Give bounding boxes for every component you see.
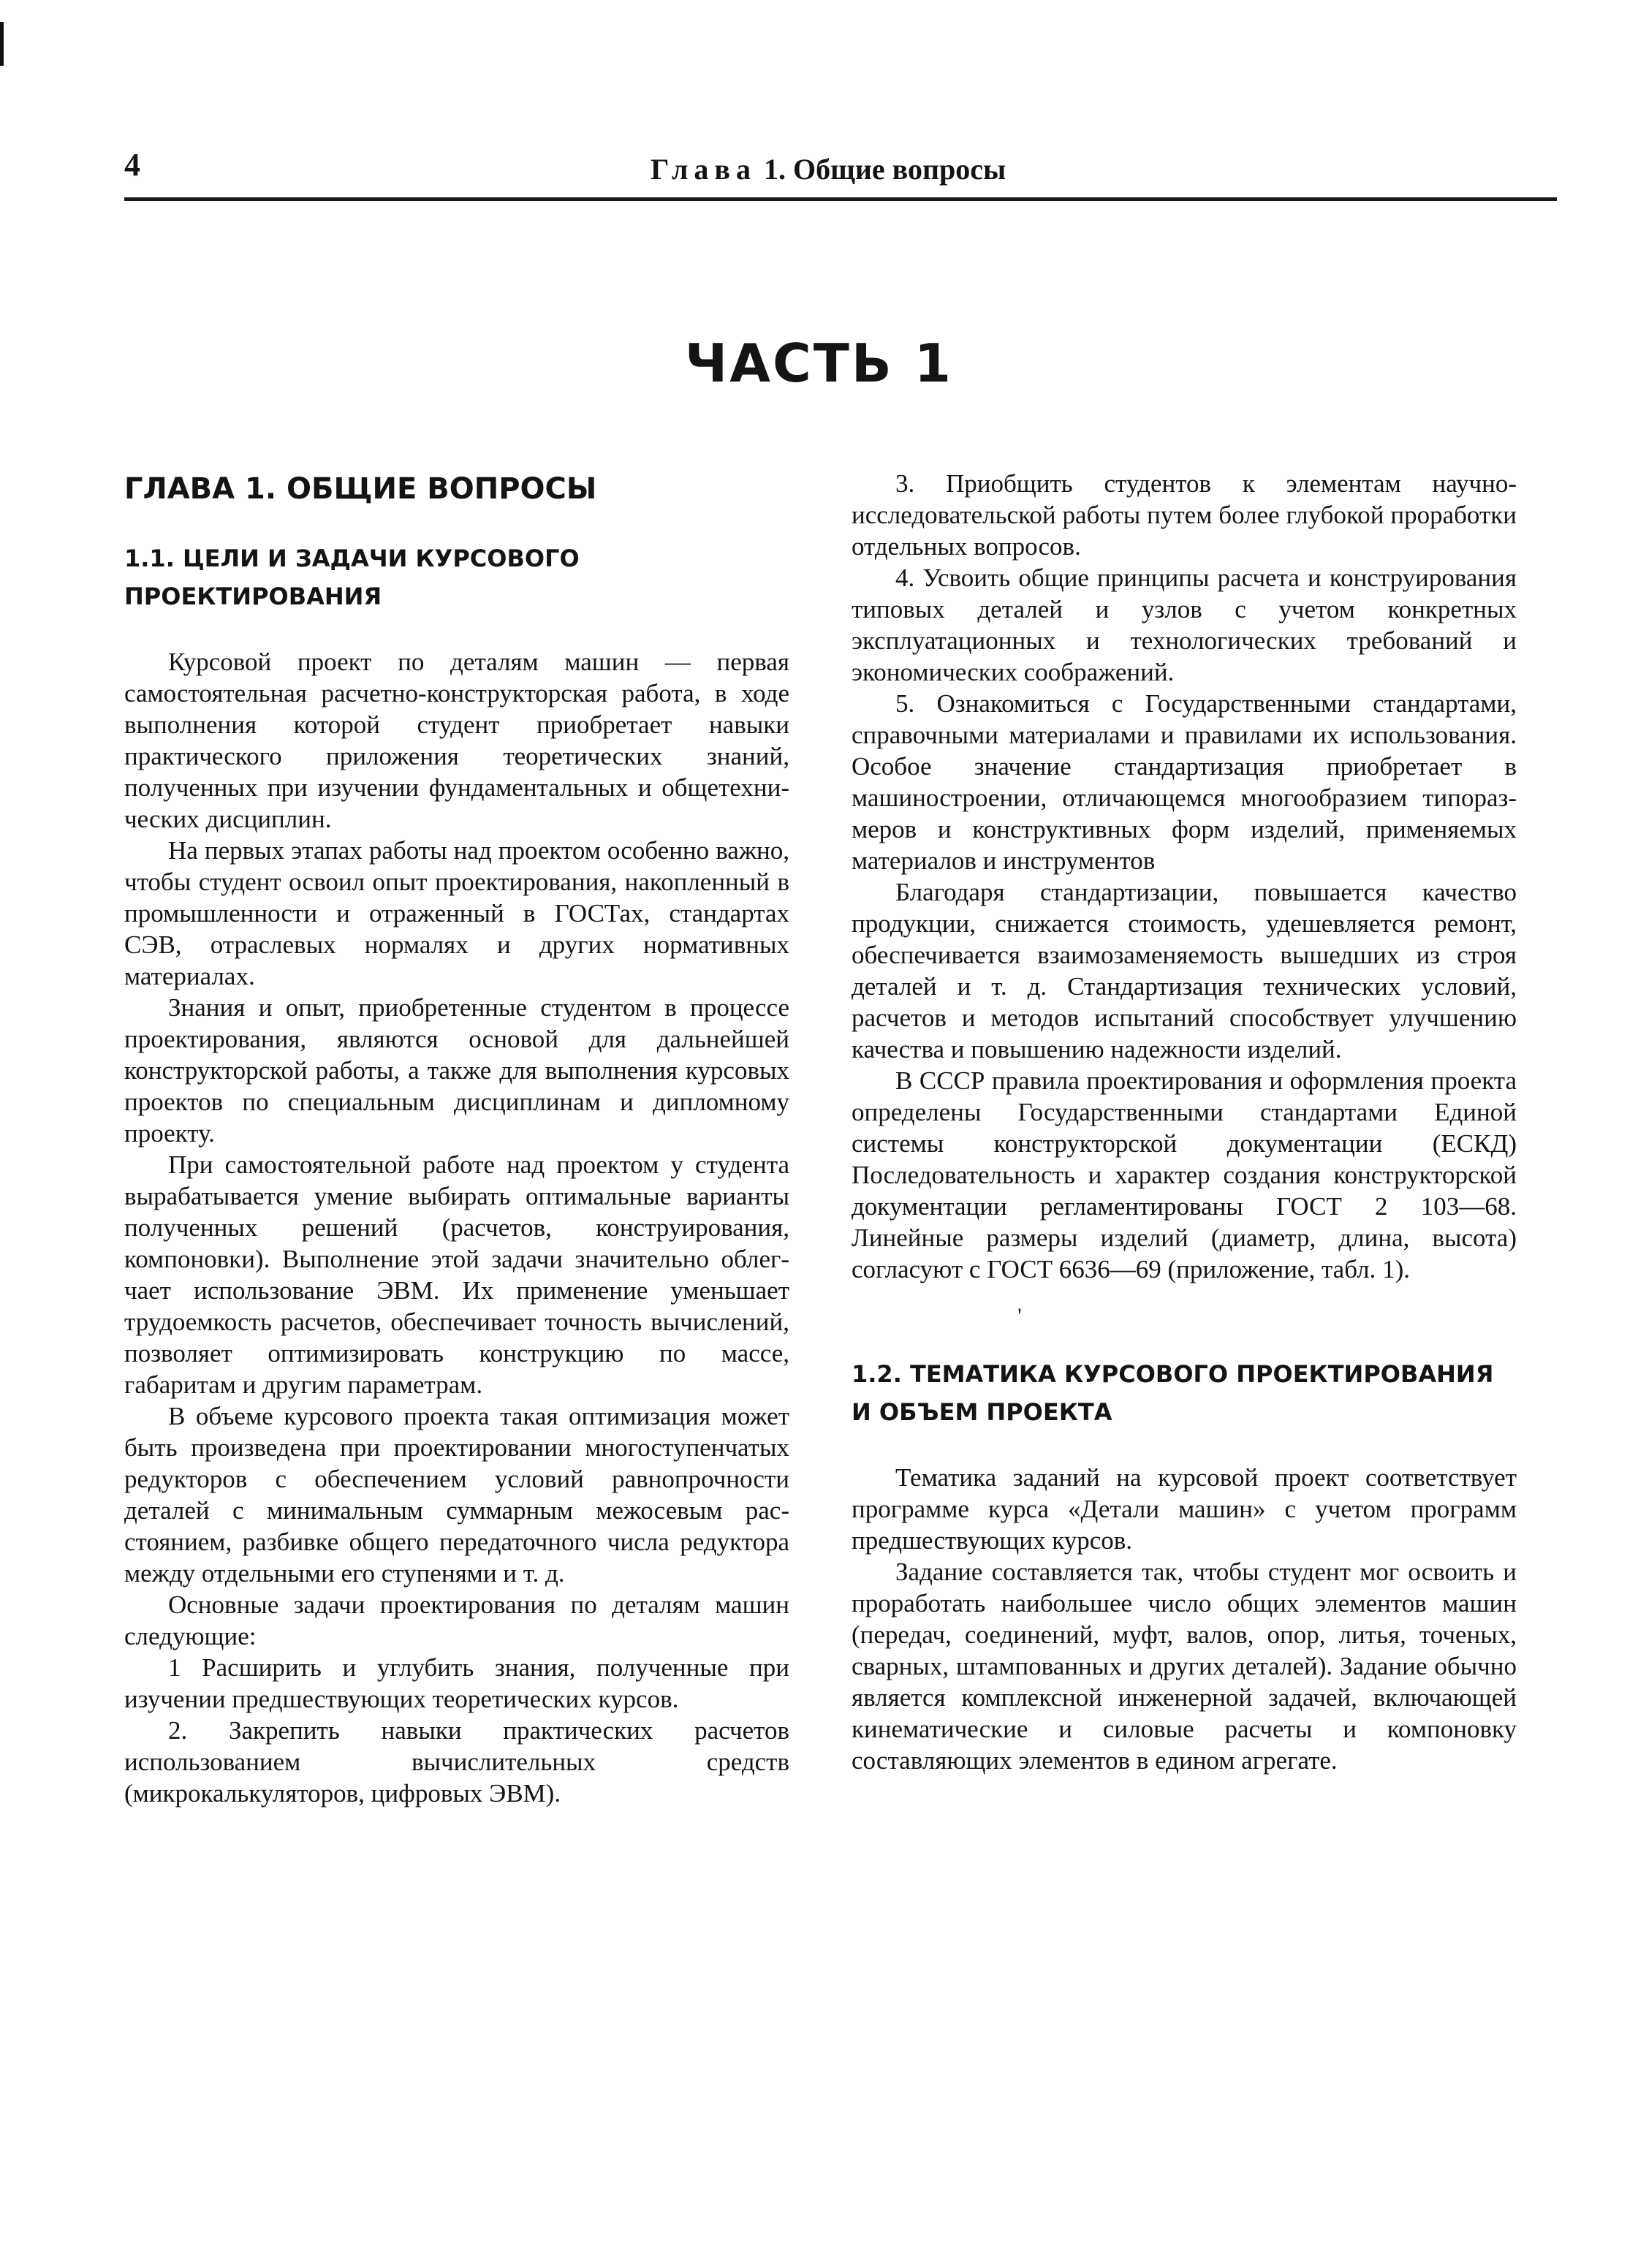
paragraph: 1 Расширить и углубить знания, полученные при изучении предшествующих теоретических курсов.	[124, 1653, 789, 1713]
running-title-word: Глава	[651, 153, 757, 186]
paragraph: Задание составляется так, чтобы студент мог освоить и проработать наибольшее число общих элементов машин (передач, соединений, муфт, валов, опор, литья, точеных, сварных, штампованных и других деталей). Задание обычно является комплексной инженерной задачей, включающей кинематические и силовые расчеты и компоновку составляющих элементов в едином агрегате.	[852, 1558, 1517, 1775]
running-title-rest: 1. Общие вопросы	[756, 153, 1006, 186]
part-title: ЧАСТЬ 1	[685, 333, 953, 394]
running-head	[124, 146, 1557, 197]
paragraph: При самостоятельной работе над проектом у студента вырабатывается умение выбирать оптимальные варианты полученных решений (расчетов, конструирования, компоновки). Выполнение этой задачи значительно облегчает использование ЭВМ. Их применение уменьшает трудоемкость расчетов, обеспечивает точность вычислений, позволяет оптимизировать конструкцию по массе, габаритам и другим параметрам.	[124, 1150, 789, 1399]
scan-edge-mark	[0, 22, 4, 66]
paragraph: На первых этапах работы над проектом особенно важно, чтобы студент освоил опыт проектирования, накопленный в промышленности и отраженный в ГОСТах, стандартах СЭВ, отраслевых нормалях и других нормативных материалах.	[124, 836, 789, 990]
paragraph: Основные задачи проектирования по деталям машин следующие:	[124, 1590, 789, 1650]
right-column	[852, 468, 1517, 1776]
paragraph: 3. Приобщить студентов к элементам научно-исследовательской работы путем более глубокой проработки отдельных вопросов.	[852, 469, 1517, 561]
paragraph: 4. Усвоить общие принципы расчета и конструирования типовых деталей и узлов с учетом конкретных эксплуатационных и технологических требований и экономических соображений.	[852, 564, 1517, 686]
paragraph: 2. Закрепить навыки практических расчетов использованием вычислительных средств (микрокалькуляторов, цифровых ЭВМ).	[124, 1716, 789, 1808]
left-column	[124, 468, 789, 1809]
paragraph: В объеме курсового проекта такая оптимизация может быть произведена при проектировании многоступенчатых редукторов с обеспечением условий равнопрочности деталей с минимальным суммарным межосевым расстоянием, разбивке общего передаточного числа редуктора между отдельными его ступенями и т. д.	[124, 1402, 789, 1588]
section-title-1-1: 1.1. ЦЕЛИ И ЗАДАЧИ КУРСОВОГО ПРОЕКТИРОВАНИЯ	[124, 545, 580, 610]
running-title	[651, 152, 1006, 186]
page-number: 4	[124, 147, 140, 183]
paragraph: В СССР правила проектирования и оформления проекта определены Государственными стандартами Единой системы конструкторской документации (ЕСКД) Последовательность и характер создания конструкторской документации регламентированы ГОСТ 2 103—68. Линейные размеры изделий (диаметр, длина, высота) согласуют с ГОСТ 6636—69 (приложение, табл. 1).	[852, 1066, 1517, 1283]
paragraph: Знания и опыт, приобретенные студентом в процессе проектирования, являются основой для дальнейшей конструкторской работы, а также для выполнения курсовых проектов по специальным дисциплинам и дипломному проекту.	[124, 993, 789, 1148]
paragraph: 5. Ознакомиться с Государственными стандартами, справочными материалами и правилами их использования. Особое значение стандартизация приобретает в машиностроении, отличающемся многообразием типоразмеров и конструктивных форм изделий, применяемых материалов и инструментов	[852, 689, 1517, 875]
header-rule	[124, 197, 1557, 201]
chapter-title: ГЛАВА 1. ОБЩИЕ ВОПРОСЫ	[124, 472, 597, 506]
stray-mark: '	[1017, 1304, 1022, 1328]
paragraph: Благодаря стандартизации, повышается качество продукции, снижается стоимость, удешевляется ремонт, обеспечивается взаимозаменяемость вышедших из строя деталей и т. д. Стандартизация технических условий, расчетов и методов испытаний способствует улучшению качества и повышению надежности изделий.	[852, 878, 1517, 1063]
section-title-1-2: 1.2. ТЕМАТИКА КУРСОВОГО ПРОЕКТИРОВАНИЯ И ОБЪЕМ ПРОЕКТА	[852, 1360, 1494, 1426]
paragraph: Курсовой проект по деталям машин — первая самостоятельная расчетно-конструкторская работа, в ходе выполнения которой студент приобретает навыки практического приложения теоретических знаний, полученных при изучении фундаментальных и общетехнических дисциплин.	[124, 648, 789, 833]
paragraph: Тематика заданий на курсовой проект соответствует программе курса «Детали машин» с учетом программ предшествующих курсов.	[852, 1463, 1517, 1555]
